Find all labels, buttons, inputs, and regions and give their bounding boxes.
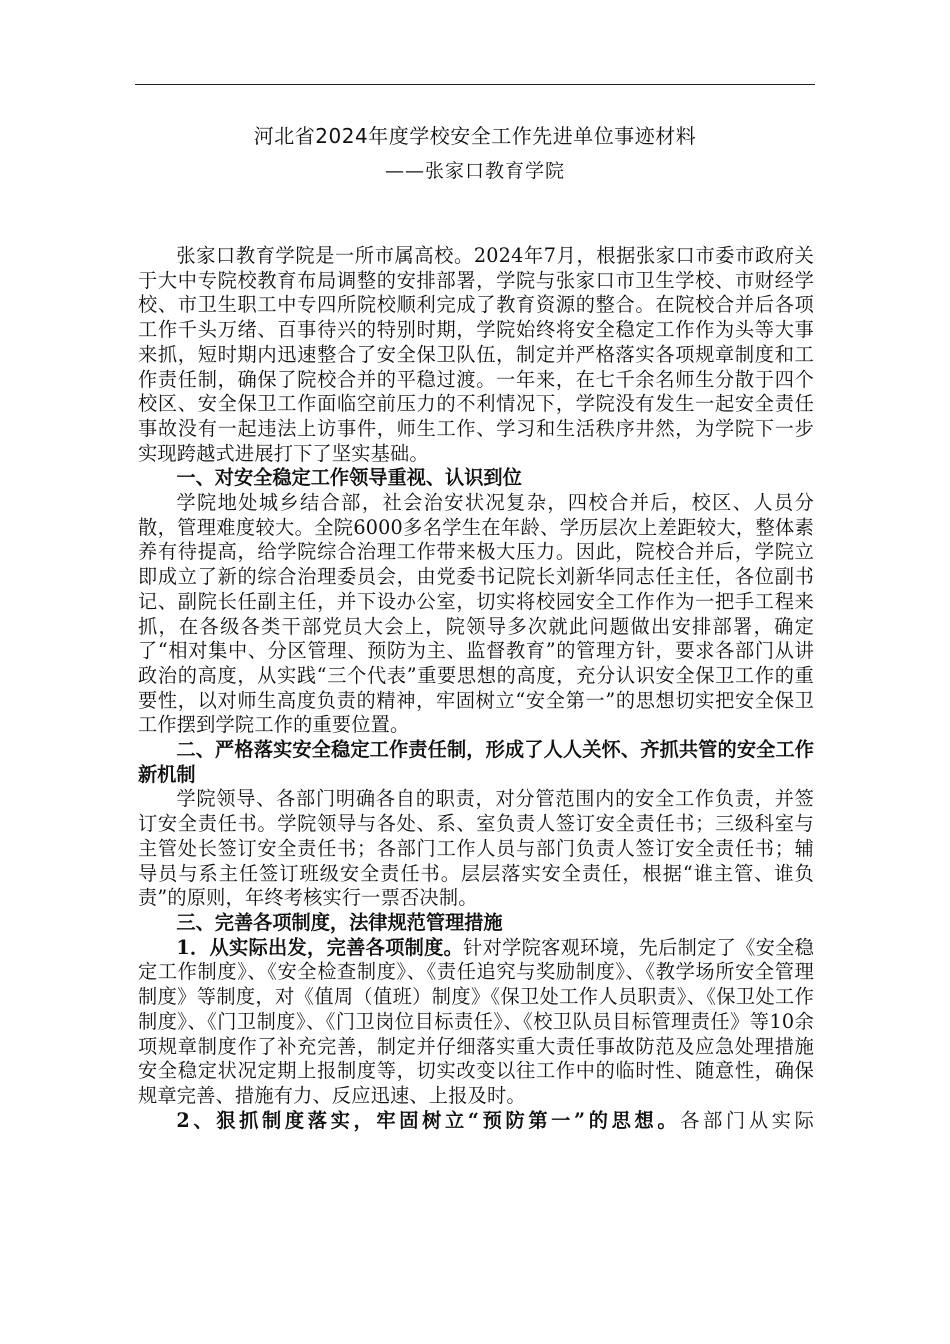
section3-item2-lead: 2、狠抓制度落实，牢固树立“预防第一”的思想。 [176,1108,681,1132]
section3-item1-text: 针对学院客观环境，先后制定了《安全稳定工作制度》、《安全检查制度》、《责任追究与奖励制度》、《教学场所安全管理制度》等制度，对《值周（值班）制度》《保卫处工作人员职责》、《保卫处工作制度》、《门卫制度》、《门卫岗位目标责任》、《校卫队员目标管理责任》等10余项规章制度作了补充完善，制定并仔细落实重大责任事故防范及应急处理措施安全稳定状况定期上报制度等，切实改变以往工作中的临时性、随意性，确保规章完善、措施有力、反应迅速、上报及时。 [138,935,814,1107]
document-subtitle: ——张家口教育学院 [384,160,565,182]
document-body [138,244,814,1133]
intro-paragraph: 张家口教育学院是一所市属高校。2024年7月，根据张家口市委市政府关于大中专院校教育布局调整的安排部署，学院与张家口市卫生学校、市财经学校、市卫生职工中专四所院校顺利完成了教育资源的整合。在院校合并后各项工作千头万绪、百事待兴的特别时期，学院始终将安全稳定工作作为头等大事来抓，短时期内迅速整合了安全保卫队伍，制定并严格落实各项规章制度和工作责任制，确保了院校合并的平稳过渡。一年来，在七千余名师生分散于四个校区、安全保卫工作面临空前压力的不利情况下，学院没有发生一起安全责任事故没有一起违法上访事件，师生工作、学习和生活秩序井然，为学院下一步实现跨越式进展打下了坚实基础。 [138,244,814,465]
section1-heading: 一、对安全稳定工作领导重视、认识到位 [176,466,522,490]
section3-item2-text: 各部门从实际 [680,1108,815,1132]
section3-heading: 三、完善各项制度，法律规范管理措施 [176,910,503,934]
section2-heading: 二、严格落实安全稳定工作责任制，形成了人人关怀、齐抓共管的安全工作新机制 [138,738,814,786]
document-title: 河北省2024年度学校安全工作先进单位事迹材料 [253,124,697,148]
section3-item1-lead: 1．从实际出发，完善各项制度。 [176,935,464,959]
section3-item1 [138,936,814,1109]
header-rule [135,84,815,85]
section1-paragraph: 学院地处城乡结合部，社会治安状况复杂，四校合并后，校区、人员分散，管理难度较大。全院6000多名学生在年龄、学历层次上差距较大，整体素养有待提高，给学院综合治理工作带来极大压力。因此，院校合并后，学院立即成立了新的综合治理委员会，由党委书记院长刘新华同志任主任，各位副书记、副院长任副主任，并下设办公室，切实将校园安全工作作为一把手工程来抓，在各级各类干部党员大会上，院领导多次就此问题做出安排部署，确定了“相对集中、分区管理、预防为主、监督教育”的管理方针，要求各部门从讲政治的高度，从实践“三个代表”重要思想的高度，充分认识安全保卫工作的重要性，以对师生高度负责的精神，牢固树立“安全第一”的思想切实把安全保卫工作摆到学院工作的重要位置。 [138,491,814,737]
section3-item2 [138,1109,814,1134]
section2-paragraph: 学院领导、各部门明确各自的职责，对分管范围内的安全工作负责，并签订安全责任书。学院领导与各处、系、室负责人签订安全责任书；三级科室与主管处长签订安全责任书；各部门工作人员与部门负责人签订安全责任书；辅导员与系主任签订班级安全责任书。层层落实安全责任，根据“谁主管、谁负责”的原则，年终考核实行一票否决制。 [138,787,814,910]
